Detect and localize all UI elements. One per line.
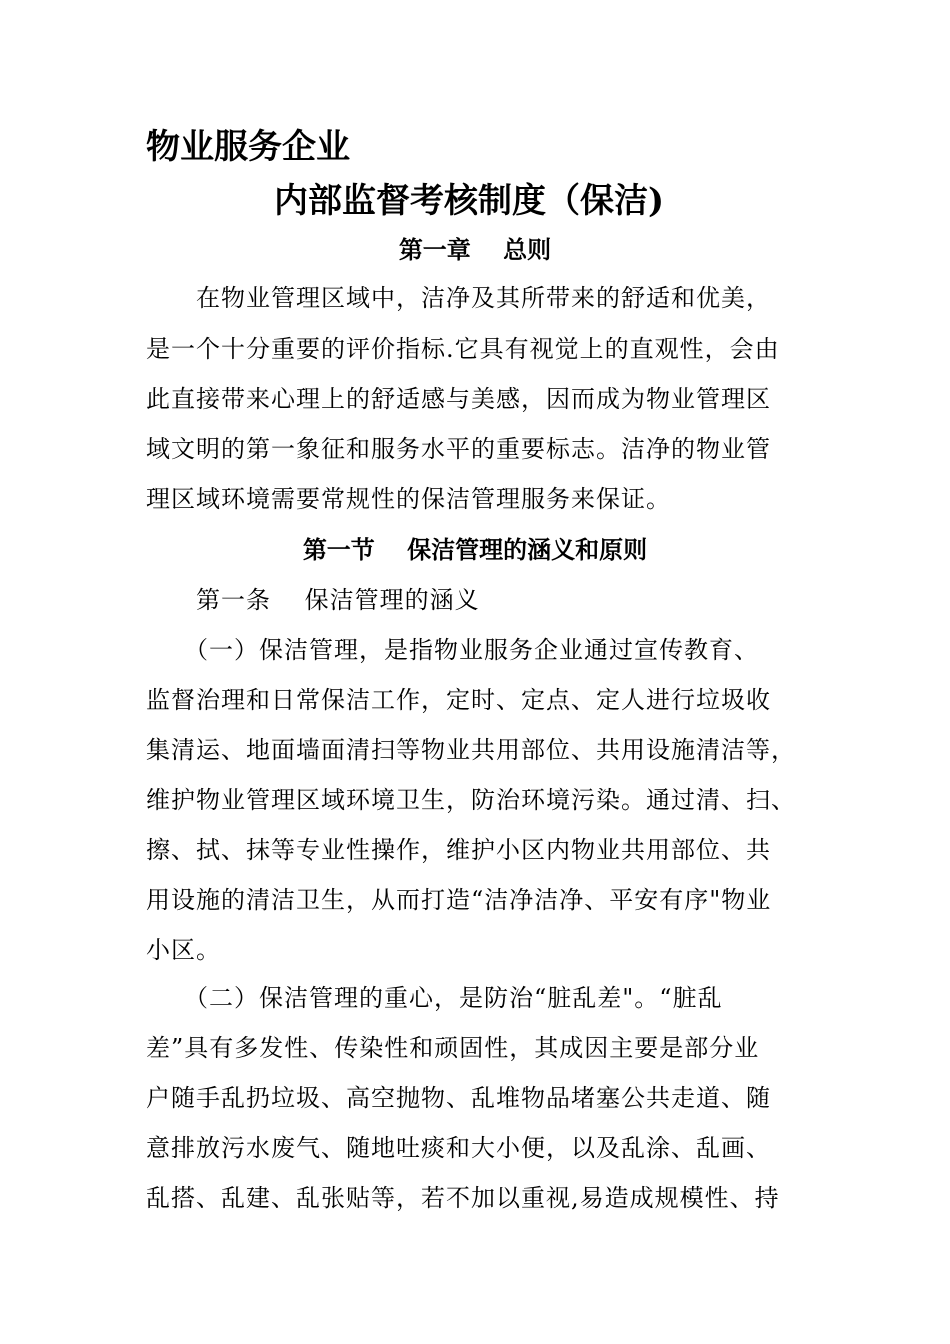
chapter-heading: 第一章 总则 [398,236,552,264]
item1-line: 监督治理和日常保洁工作，定时、定点、定人进行垃圾收 [146,686,771,714]
section-heading: 第一节 保洁管理的涵义和原则 [302,536,648,564]
item2-line: 意排放污水废气、随地吐痰和大小便，以及乱涂、乱画、 [146,1134,771,1162]
intro-line: 理区域环境需要常规性的保洁管理服务来保证。 [146,485,671,513]
item1-line: 用设施的清洁卫生，从而打造“洁净洁净、平安有序"物业 [146,886,772,914]
intro-line: 在物业管理区域中，洁净及其所带来的舒适和优美， [146,284,771,312]
document-title-line1: 物业服务企业 [146,127,350,167]
item2-line: （二）保洁管理的重心，是防治“脏乱差"。“脏乱 [146,984,723,1012]
item2-line: 乱搭、乱建、乱张贴等，若不加以重视,易造成规模性、持 [146,1184,780,1212]
item2-line: 差”具有多发性、传染性和顽固性，其成因主要是部分业 [146,1034,760,1062]
document-title-line2: 内部监督考核制度（保洁) [274,181,665,221]
item1-line: 维护物业管理区域环境卫生，防治环境污染。通过清、扫、 [146,786,796,814]
article-heading: 第一条 保洁管理的涵义 [146,586,480,614]
item1-line: 集清运、地面墙面清扫等物业共用部位、共用设施清洁等， [146,736,796,764]
intro-line: 此直接带来心理上的舒适感与美感，因而成为物业管理区 [146,385,771,413]
item1-line: 小区。 [146,936,221,964]
item2-line: 户随手乱扔垃圾、高空抛物、乱堆物品堵塞公共走道、随 [146,1084,771,1112]
intro-line: 是一个十分重要的评价指标.它具有视觉上的直观性，会由 [146,335,780,363]
item1-line: （一）保洁管理，是指物业服务企业通过宣传教育、 [146,636,759,664]
intro-line: 域文明的第一象征和服务水平的重要标志。洁净的物业管 [146,435,771,463]
item1-line: 擦、拭、抹等专业性操作，维护小区内物业共用部位、共 [146,836,771,864]
